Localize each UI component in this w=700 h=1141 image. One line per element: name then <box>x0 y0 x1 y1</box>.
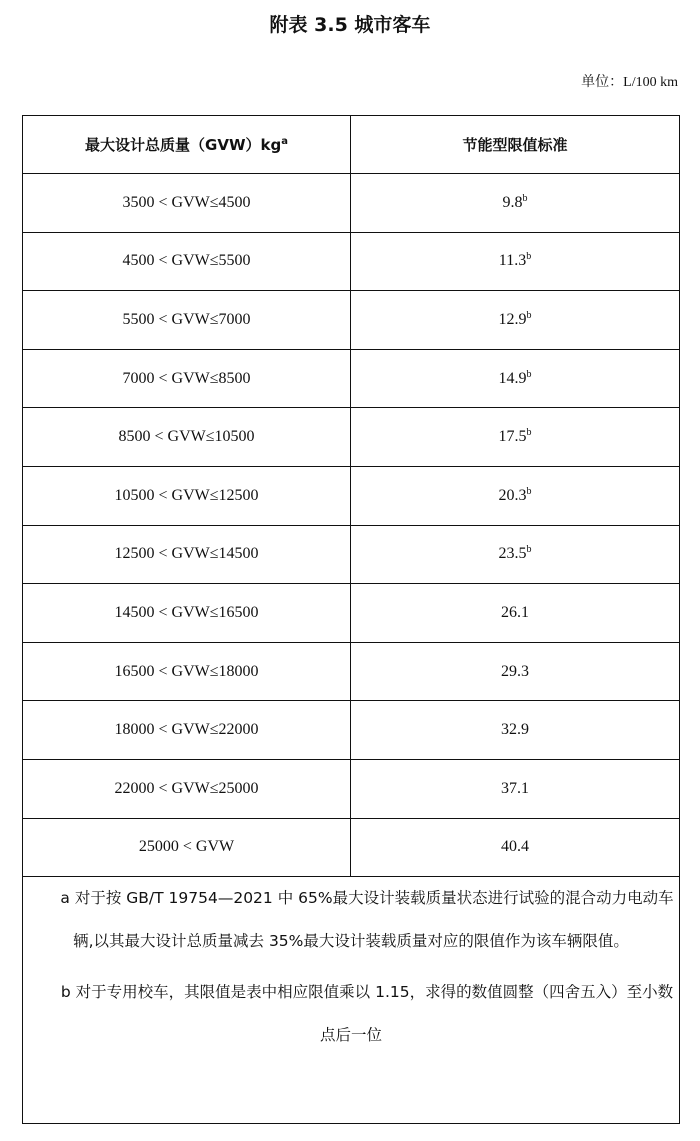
limit-value: 40.4 <box>501 838 529 856</box>
table-row <box>23 584 680 643</box>
limit-value: 23.5 <box>498 545 527 563</box>
gvw-range-cell: 3500 < GVW≤4500 <box>23 174 351 233</box>
limit-footnote-mark: b <box>526 427 532 439</box>
gvw-range-cell: 25000 < GVW <box>23 818 351 877</box>
limit-value: 20.3 <box>498 486 527 504</box>
limit-value: 32.9 <box>501 721 529 739</box>
table-row <box>23 174 680 233</box>
unit-label <box>581 71 678 91</box>
gvw-range-cell: 14500 < GVW≤16500 <box>23 584 351 643</box>
limit-value: 26.1 <box>501 603 529 621</box>
header-limit <box>351 116 680 174</box>
limit-footnote-mark: b <box>522 192 528 204</box>
limit-value-cell <box>351 642 680 701</box>
limit-footnote-mark: b <box>526 368 532 380</box>
table-row <box>23 701 680 760</box>
table-row <box>23 525 680 584</box>
gvw-range-cell: 4500 < GVW≤5500 <box>23 232 351 291</box>
limit-value: 29.3 <box>501 662 529 680</box>
limit-value: 17.5 <box>498 428 527 446</box>
limit-value: 14.9 <box>498 369 527 387</box>
gvw-range-cell: 10500 < GVW≤12500 <box>23 466 351 525</box>
limit-footnote-mark: b <box>526 485 532 497</box>
limit-footnote-mark: b <box>526 251 532 263</box>
table-row <box>23 291 680 350</box>
header-gvw-text: 最大设计总质量（GVW）kg <box>85 136 282 154</box>
table-row <box>23 759 680 818</box>
header-limit-text: 节能型限值标准 <box>462 136 568 154</box>
header-row <box>23 116 680 174</box>
fuel-limit-table <box>22 115 680 1124</box>
unit-value: L/100 km <box>623 75 678 90</box>
table-row <box>23 232 680 291</box>
limit-value-cell <box>351 701 680 760</box>
limit-value-cell <box>351 291 680 350</box>
gvw-range-cell: 7000 < GVW≤8500 <box>23 349 351 408</box>
gvw-range-cell: 12500 < GVW≤14500 <box>23 525 351 584</box>
note-a: a 对于按 GB/T 19754—2021 中 65%最大设计装载质量状态进行试验的混合动力电动车辆,以其最大设计总质量减去 35%最大设计装载质量对应的限值作为该车辆限值。 <box>60 889 674 951</box>
limit-value-cell <box>351 232 680 291</box>
table-row <box>23 408 680 467</box>
limit-value: 37.1 <box>501 779 529 797</box>
limit-value: 12.9 <box>498 310 527 328</box>
header-gvw-sup: a <box>281 136 288 147</box>
table-title: 附表 3.5 城市客车 <box>269 14 431 36</box>
unit-prefix: 单位： <box>581 74 624 90</box>
limit-value-cell <box>351 349 680 408</box>
gvw-range-cell: 8500 < GVW≤10500 <box>23 408 351 467</box>
limit-value-cell <box>351 584 680 643</box>
table-row <box>23 818 680 877</box>
note-b: b 对于专用校车，其限值是表中相应限值乘以 1.15，求得的数值圆整（四舍五入）至小数点后一位 <box>60 983 674 1045</box>
gvw-range-cell: 22000 < GVW≤25000 <box>23 759 351 818</box>
gvw-range-cell: 18000 < GVW≤22000 <box>23 701 351 760</box>
gvw-range-cell: 5500 < GVW≤7000 <box>23 291 351 350</box>
limit-footnote-mark: b <box>526 309 532 321</box>
notes-row <box>23 877 680 1124</box>
limit-value-cell <box>351 174 680 233</box>
limit-value-cell <box>351 759 680 818</box>
limit-footnote-mark: b <box>526 544 532 556</box>
limit-value: 11.3 <box>498 252 527 270</box>
header-gvw <box>23 116 351 174</box>
table-body <box>23 174 680 877</box>
table-row <box>23 466 680 525</box>
limit-value: 9.8 <box>502 193 523 211</box>
limit-value-cell <box>351 525 680 584</box>
limit-value-cell <box>351 408 680 467</box>
table-row <box>23 349 680 408</box>
limit-value-cell <box>351 466 680 525</box>
limit-value-cell <box>351 818 680 877</box>
gvw-range-cell: 16500 < GVW≤18000 <box>23 642 351 701</box>
table-row <box>23 642 680 701</box>
notes-cell <box>23 877 680 1124</box>
